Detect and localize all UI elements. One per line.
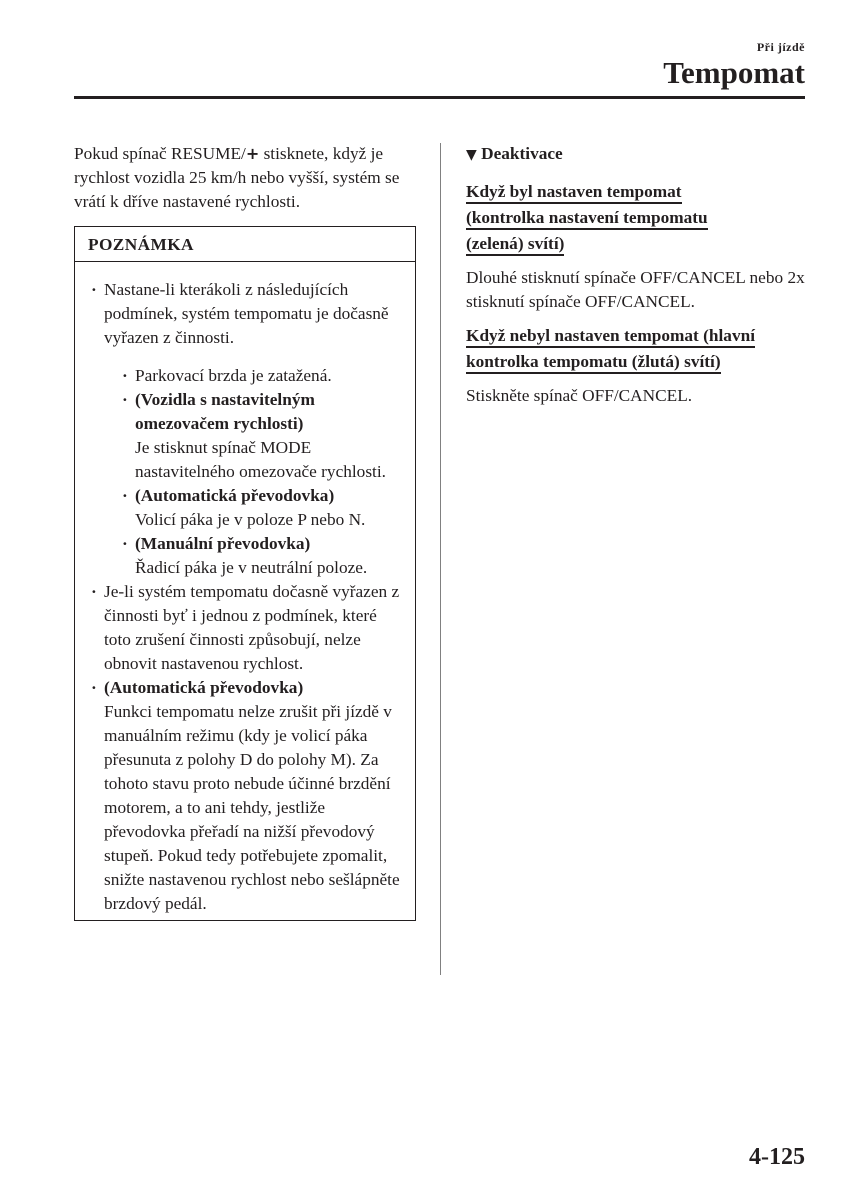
left-column	[74, 142, 416, 921]
note-body	[75, 262, 415, 920]
header-rule	[74, 96, 805, 99]
right-column	[466, 142, 811, 418]
note-heading: POZNÁMKA	[75, 227, 415, 262]
intro-paragraph: Pokud spínač RESUME/+ stisknete, když je rychlost vozidla 25 km/h nebo vyšší, systém se vrátí k dříve nastavené rychlosti.	[74, 144, 400, 211]
plus-icon: +	[245, 144, 260, 163]
section-heading: ▼ Deaktivace	[466, 144, 563, 163]
note-sub-item: · (Automatická převodovka) Volicí páka je v poloze P nebo N.	[122, 484, 407, 532]
page-number: 4-125	[749, 1144, 805, 1170]
page-title: Tempomat	[663, 55, 805, 90]
note-sub-item: · (Vozidla s nastavitelným omezovačem rychlosti) Je stisknut spínač MODE nastavitelného omezovače rychlosti.	[122, 388, 407, 484]
running-header-section: Při jízdě	[756, 40, 805, 54]
note-sub-item: · Parkovací brzda je zatažená.	[122, 364, 407, 388]
condition-heading: Když nebyl nastaven tempomat (hlavní kontrolka tempomatu (žlutá) svítí)	[466, 324, 755, 376]
condition-heading: Když byl nastaven tempomat (kontrolka nastavení tempomatu (zelená) svítí)	[466, 180, 708, 258]
note-item: · (Automatická převodovka) Funkci tempomatu nelze zrušit při jízdě v manuálním režimu (kdy je volicí páka přesunuta z polohy D do polohy M). Za tohoto stavu proto nebude účinné brzdění motorem, a to ani tehdy, jestliže převodovka přeřadí na nižší převodový stupeň. Pokud tedy potřebujete zpomalit, snižte nastavenou rychlost nebo sešlápněte brzdový pedál.	[91, 676, 407, 916]
note-sub-item: · (Manuální převodovka) Řadicí páka je v neutrální poloze.	[122, 532, 407, 580]
note-item: · Nastane-li kterákoli z následujících podmínek, systém tempomatu je dočasně vyřazen z činnosti. · Parkovací brzda je zatažená. · (Vozidla s nastavitelným omezovačem rychlosti) Je stisknut spínač MODE nastavitelného omezovače rychlosti. · (Automatická převodovka) Volicí páka je v poloze P nebo N. · (Manuální převodovka) Řadicí páka je v neutrální poloze.	[91, 278, 407, 580]
note-sub-list	[122, 364, 407, 580]
triangle-down-icon: ▼	[466, 147, 477, 163]
note-item: · Je-li systém tempomatu dočasně vyřazen z činnosti byť i jednou z podmínek, které toto zrušení činnosti způsobují, nelze obnovit nastavenou rychlost.	[91, 580, 407, 676]
note-box	[74, 226, 416, 921]
column-divider	[440, 143, 441, 975]
condition-text: Stiskněte spínač OFF/CANCEL.	[466, 386, 693, 405]
condition-text: Dlouhé stisknutí spínače OFF/CANCEL nebo 2x stisknutí spínače OFF/CANCEL.	[466, 268, 805, 311]
